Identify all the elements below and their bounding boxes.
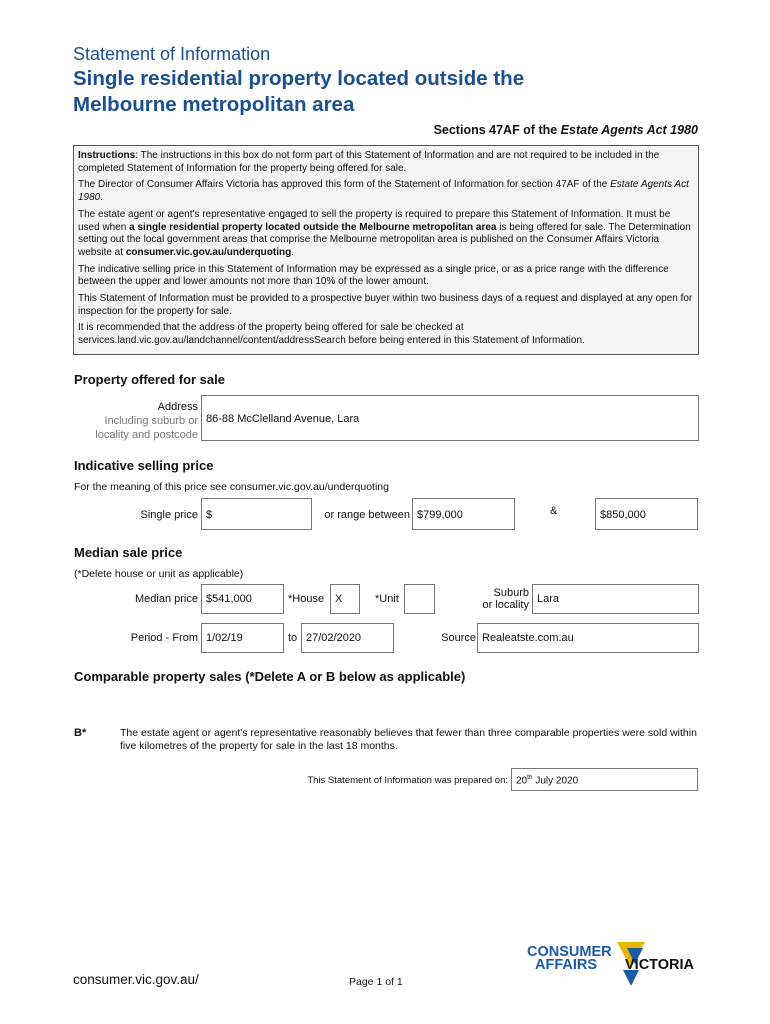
instructions-p3-a: The estate agent or agent's representative engaged to sell the property is required to prepare this Statement of Information. It must be used when [78, 208, 671, 233]
suburb-field[interactable]: Lara [532, 584, 699, 614]
median-heading: Median sale price [74, 545, 183, 560]
footer-url[interactable]: consumer.vic.gov.au/ [73, 972, 199, 987]
prepared-label: This Statement of Information was prepared on: [307, 775, 508, 786]
sections-act: Estate Agents Act 1980 [560, 123, 698, 137]
house-field[interactable]: X [330, 584, 360, 614]
property-heading: Property offered for sale [74, 372, 225, 387]
unit-field[interactable] [404, 584, 435, 614]
unit-label: *Unit [375, 593, 399, 605]
instructions-p3-b: is being offered for sale. The Determination setting out the local government areas that comprise the Melbourne metropolitan area is published on the Consumer Affairs Victoria website at [78, 221, 691, 258]
period-from-field[interactable]: 1/02/19 [201, 623, 284, 653]
instructions-p2 [78, 179, 694, 204]
logo-text-consumer: CONSUMER [527, 944, 612, 960]
page-title [73, 66, 673, 118]
instructions-p5: This Statement of Information must be provided to a prospective buyer within two business days of a request and displayed at any open for inspection for the property for sale. [78, 293, 693, 317]
suburb-label [460, 587, 529, 611]
range-ampersand: & [550, 505, 558, 517]
consumer-affairs-victoria-logo [527, 940, 702, 995]
range-low-field[interactable]: $799,000 [412, 498, 515, 530]
logo-text-victoria: VICTORIA [625, 957, 695, 973]
single-price-field[interactable]: $ [201, 498, 312, 530]
source-field[interactable]: Realeatste.com.au [477, 623, 699, 653]
instructions-p2-end: . [100, 192, 104, 204]
prepared-day-suffix: th [527, 774, 533, 781]
instructions-p1 [78, 150, 694, 175]
instructions-p3-bold: a single residential property located outside the Melbourne metropolitan area [129, 221, 497, 233]
suburb-label-line1: Suburb [493, 587, 529, 599]
instructions-p3-end: . [291, 246, 294, 258]
indicative-heading: Indicative selling price [74, 458, 214, 473]
period-label: Period - From [130, 632, 198, 644]
address-label-sub1: Including suburb or [104, 415, 198, 427]
instructions-box [73, 145, 699, 355]
median-price-label: Median price [135, 593, 198, 605]
pre-title: Statement of Information [73, 44, 271, 64]
source-label: Source [441, 632, 476, 644]
cav-logo-svg [527, 940, 702, 990]
title-line-2: Melbourne metropolitan area [73, 93, 355, 116]
house-label: *House [288, 593, 325, 605]
option-b-text: The estate agent or agent's representative reasonably believes that fewer than three comparable properties were sold within five kilometres of the property for sale in the last 18 months. [120, 727, 697, 752]
comparable-heading: Comparable property sales (*Delete A or B below as applicable) [74, 669, 466, 684]
prepared-day: 20 [516, 775, 528, 787]
address-label-main: Address [157, 401, 198, 413]
instructions-p1-rest: : The instructions in this box do not form part of this Statement of Information and are not required to be included in the completed Statement of Information for the property being offered for sale. [78, 150, 660, 174]
median-note: (*Delete house or unit as applicable) [74, 568, 244, 580]
instructions-p2-a: The Director of Consumer Affairs Victoria has approved this form of the Statement of Information for section 47AF of the [78, 179, 611, 191]
instructions-bold: Instructions [78, 150, 136, 161]
address-label [70, 400, 198, 442]
range-high-field[interactable]: $850,000 [595, 498, 698, 530]
page-number: Page 1 of 1 [349, 976, 403, 988]
underquoting-link[interactable]: consumer.vic.gov.au/underquoting [125, 246, 292, 258]
option-b-label: B* [74, 727, 87, 739]
suburb-label-line2: or locality [482, 599, 529, 611]
sections-prefix: Sections 47AF of the [433, 123, 561, 137]
period-to-label: to [288, 632, 298, 644]
single-price-label: Single price [140, 509, 198, 521]
indicative-note: For the meaning of this price see consumer.vic.gov.au/underquoting [74, 481, 389, 493]
instructions-p6: It is recommended that the address of the property being offered for sale be checked at services.land.vic.gov.au/landchannel/content/addressSearch before being entered in this Statement of Information. [78, 322, 585, 347]
instructions-p3 [78, 209, 694, 260]
range-label: or range between [324, 509, 410, 521]
title-line-1: Single residential property located outside the [73, 67, 525, 90]
address-field[interactable]: 86-88 McClelland Avenue, Lara [201, 395, 699, 441]
prepared-month-year: July 2020 [532, 775, 579, 787]
logo-text-affairs: AFFAIRS [535, 957, 598, 973]
address-label-sub2: locality and postcode [95, 429, 198, 441]
instructions-p4: The indicative selling price in this Statement of Information may be expressed as a single price, or as a price range with the difference between the upper and lower amounts not more than 10% of the lower amount. [78, 263, 669, 288]
median-price-field[interactable]: $541,000 [201, 584, 284, 614]
sections-reference [434, 123, 698, 137]
period-to-field[interactable]: 27/02/2020 [301, 623, 394, 653]
prepared-date-field[interactable] [511, 768, 698, 791]
instructions-p2-italic: Estate Agents Act 1980 [78, 179, 689, 204]
